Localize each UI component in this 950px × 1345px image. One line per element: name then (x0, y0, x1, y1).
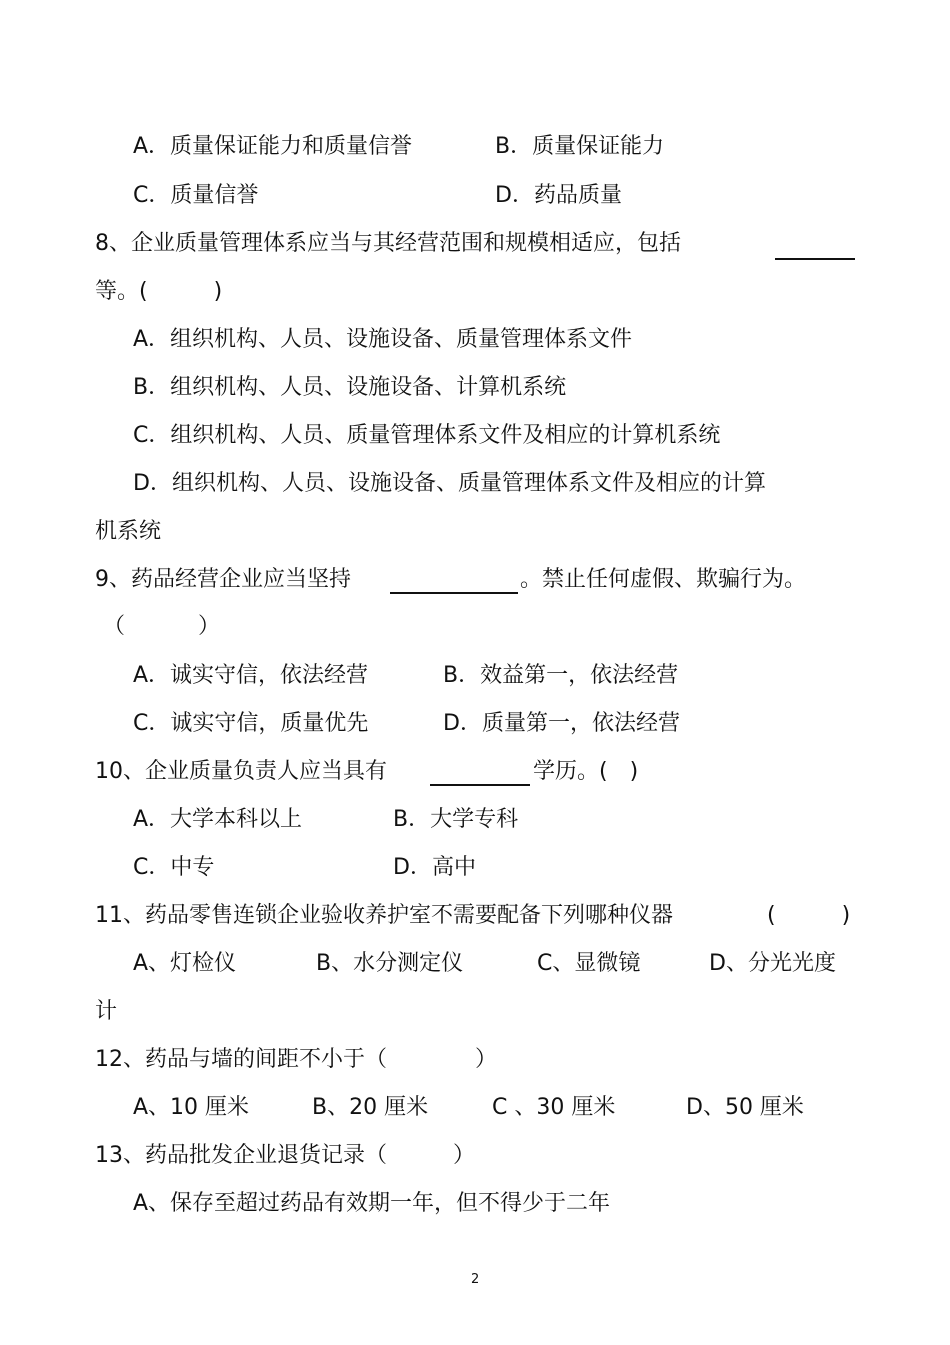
q13-stem: 13、药品批发企业退货记录（ ） (95, 1143, 475, 1168)
q12-option-d: D、50 厘米 (686, 1095, 804, 1120)
q7-option-b: B．质量保证能力 (495, 134, 665, 159)
q11-stem: 11、药品零售连锁企业验收养护室不需要配备下列哪种仪器 (95, 903, 673, 928)
q12-option-b: B、20 厘米 (312, 1095, 429, 1120)
q8-option-d-continued: 机系统 (95, 519, 162, 544)
q11-answer-paren: ( ) (767, 903, 851, 928)
q9-option-d: D．质量第一，依法经营 (443, 711, 680, 736)
q12-stem: 12、药品与墙的间距不小于（ ） (95, 1047, 497, 1072)
q10-option-b: B．大学专科 (393, 807, 519, 832)
q11-option-b: B、水分测定仪 (316, 951, 464, 976)
q11-option-d: D、分光光度 (709, 951, 836, 976)
q8-option-b: B．组织机构、人员、设施设备、计算机系统 (133, 375, 567, 400)
page-number: 2 (471, 1272, 480, 1287)
q10-option-a: A．大学本科以上 (133, 807, 303, 832)
q8-stem-continued: 等。( ) (95, 279, 223, 304)
q13-option-a: A、保存至超过药品有效期一年，但不得少于二年 (133, 1191, 611, 1216)
q12-option-a: A、10 厘米 (133, 1095, 250, 1120)
q9-stem-tail: 。禁止任何虚假、欺骗行为。 (520, 567, 807, 592)
q7-option-c: C．质量信誉 (133, 183, 259, 208)
q8-option-a: A．组织机构、人员、设施设备、质量管理体系文件 (133, 327, 633, 352)
q9-option-c: C．诚实守信，质量优先 (133, 711, 369, 736)
q9-answer-blank (390, 592, 518, 594)
q7-option-a: A．质量保证能力和质量信誉 (133, 134, 413, 159)
q7-option-d: D．药品质量 (495, 183, 622, 208)
q9-option-a: A．诚实守信，依法经营 (133, 663, 369, 688)
q8-option-c: C．组织机构、人员、质量管理体系文件及相应的计算机系统 (133, 423, 721, 448)
q9-option-b: B．效益第一，依法经营 (443, 663, 679, 688)
q10-option-d: D．高中 (393, 855, 476, 880)
q8-option-d: D．组织机构、人员、设施设备、质量管理体系文件及相应的计算 (133, 471, 766, 496)
q10-stem-tail: 学历。( ) (533, 759, 639, 784)
q12-option-c: C 、30 厘米 (492, 1095, 616, 1120)
q8-answer-blank (775, 258, 855, 260)
q10-stem: 10、企业质量负责人应当具有 (95, 759, 387, 784)
q8-stem: 8、企业质量管理体系应当与其经营范围和规模相适应，包括 (95, 231, 681, 256)
q9-stem: 9、药品经营企业应当坚持 (95, 567, 351, 592)
q11-option-c: C、显微镜 (537, 951, 641, 976)
q11-option-a: A、灯检仪 (133, 951, 237, 976)
q10-answer-blank (430, 784, 530, 786)
q10-option-c: C．中专 (133, 855, 215, 880)
q9-answer-paren: （ ） (103, 614, 220, 639)
q11-option-d-continued: 计 (95, 999, 118, 1024)
